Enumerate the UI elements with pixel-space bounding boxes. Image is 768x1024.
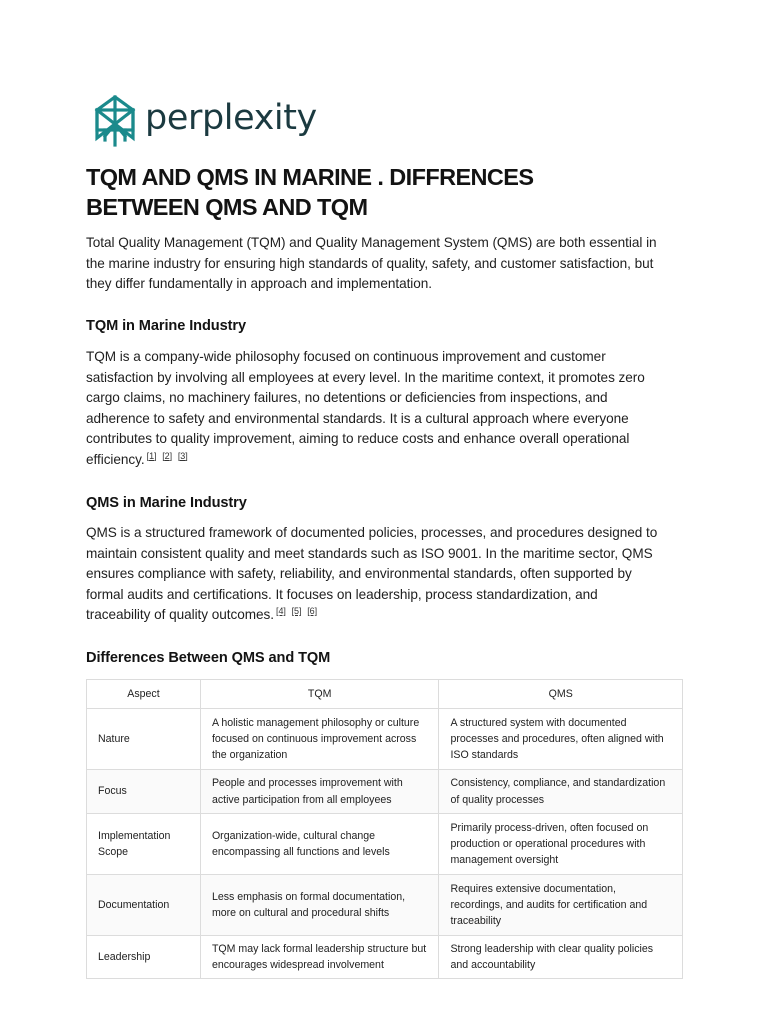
table-header-cell: QMS — [439, 680, 683, 709]
section-heading-qms: QMS in Marine Industry — [86, 495, 247, 511]
citation-link[interactable]: [1] — [146, 450, 157, 461]
aspect-cell: Nature — [87, 709, 201, 770]
tqm-cell: TQM may lack formal leadership structure but encourages widespread involvement — [200, 936, 439, 979]
qms-paragraph — [86, 523, 686, 626]
qms-cell: Primarily process-driven, often focused on production or operational procedures with management oversight — [439, 814, 683, 875]
section-heading-tqm: TQM in Marine Industry — [86, 318, 246, 334]
table-row — [87, 875, 683, 936]
table-row — [87, 936, 683, 979]
citation-link[interactable]: [4] — [276, 606, 286, 616]
document-title — [86, 162, 686, 222]
paragraph-line: QMS is a structured framework of documented policies, processes, and procedures designed to — [86, 525, 658, 540]
tqm-paragraph — [86, 347, 686, 470]
aspect-cell: Implementation Scope — [87, 814, 201, 875]
perplexity-wordmark: perplexity — [145, 97, 317, 138]
intro-paragraph — [86, 233, 686, 295]
table-header-cell: TQM — [200, 680, 439, 709]
tqm-cell: A holistic management philosophy or culture focused on continuous improvement across the organization — [200, 709, 439, 770]
paragraph-line: maintain consistent quality and meet standards such as ISO 9001. In the maritime sector, QMS — [86, 545, 653, 561]
table-row — [87, 709, 683, 770]
paragraph-line: the marine industry for ensuring high standards of quality, safety, and customer satisfaction, but — [86, 255, 654, 271]
paragraph-line — [86, 450, 686, 471]
paragraph-line: Total Quality Management (TQM) and Quality Management System (QMS) are both essential in — [86, 235, 657, 250]
citation-link[interactable]: [5] — [291, 606, 302, 616]
citation-link[interactable]: [6] — [307, 606, 318, 616]
table-row — [87, 770, 683, 814]
tqm-cell: People and processes improvement with active participation from all employees — [200, 770, 439, 814]
paragraph-line — [86, 605, 686, 626]
paragraph-line: contributes to quality improvement, aiming to reduce costs and enhance overall operational — [86, 431, 630, 446]
qms-cell: Requires extensive documentation, recordings, and audits for certification and traceability — [439, 875, 683, 936]
table-header-row — [87, 680, 683, 709]
paragraph-line: ensures compliance with safety, reliability, and environmental standards, often supported by — [86, 566, 632, 581]
table-row — [87, 814, 683, 875]
table-header-cell: Aspect — [87, 680, 201, 709]
paragraph-line: satisfaction by involving all employees at every level. In the maritime context, it promotes zero — [86, 369, 645, 385]
differences-table — [86, 679, 683, 979]
tqm-cell: Organization-wide, cultural change encompassing all functions and levels — [200, 814, 439, 875]
perplexity-logo-icon — [93, 94, 137, 148]
aspect-cell: Documentation — [87, 875, 201, 936]
citation-link[interactable]: [3] — [177, 450, 188, 461]
paragraph-line: cargo claims, no machinery failures, no detentions or deficiencies from inspections, and — [86, 390, 608, 405]
paragraph-text: efficiency. — [86, 451, 145, 467]
title-line: BETWEEN QMS AND TQM — [86, 194, 368, 220]
paragraph-line: TQM is a company-wide philosophy focused on continuous improvement and customer — [86, 349, 606, 364]
qms-cell: Strong leadership with clear quality policies and accountability — [439, 936, 683, 979]
title-line: TQM AND QMS IN MARINE . DIFFRENCES — [86, 164, 534, 190]
paragraph-line: they differ fundamentally in approach and implementation. — [86, 276, 433, 291]
paragraph-line: adherence to safety and environmental standards. It is a cultural approach where everyone — [86, 410, 629, 426]
paragraph-text: traceability of quality outcomes. — [86, 607, 274, 622]
citation-link[interactable]: [2] — [162, 450, 173, 461]
qms-cell: Consistency, compliance, and standardization of quality processes — [439, 770, 683, 814]
section-heading-differences: Differences Between QMS and TQM — [86, 650, 331, 666]
aspect-cell: Leadership — [87, 936, 201, 979]
aspect-cell: Focus — [87, 770, 201, 814]
qms-cell: A structured system with documented processes and procedures, often aligned with ISO standards — [439, 709, 683, 770]
perplexity-logo — [93, 93, 317, 149]
tqm-cell: Less emphasis on formal documentation, more on cultural and procedural shifts — [200, 875, 439, 936]
paragraph-line: formal audits and certifications. It focuses on leadership, process standardization, and — [86, 586, 598, 602]
